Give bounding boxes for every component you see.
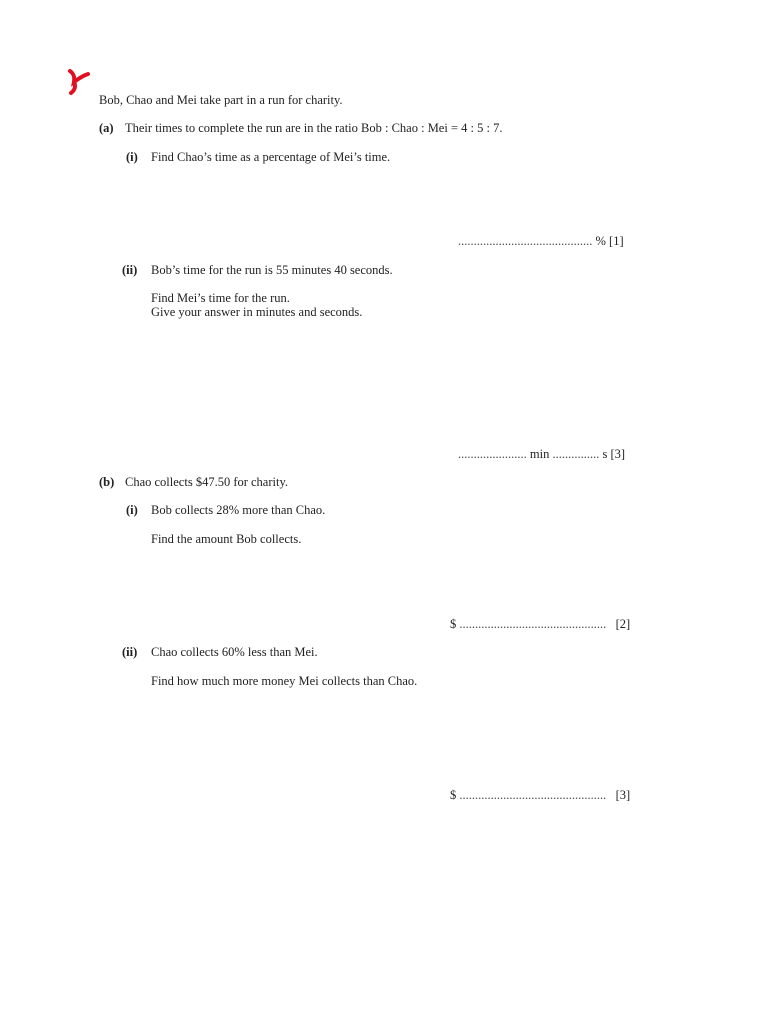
part-b-text: Chao collects $47.50 for charity. bbox=[125, 475, 289, 489]
answer-unit-s: s bbox=[602, 447, 608, 461]
part-a-ii-label: (ii) bbox=[122, 263, 138, 277]
part-a-ii-text2: Find Mei’s time for the run. bbox=[151, 291, 290, 305]
marks: [1] bbox=[609, 234, 624, 248]
dollar-sign: $ bbox=[450, 617, 457, 631]
part-a-text: Their times to complete the run are in the ratio Bob : Chao : Mei = 4 : 5 : 7. bbox=[125, 121, 503, 135]
answer-dots[interactable]: ............................................... bbox=[459, 788, 607, 802]
part-b-ii-text: Chao collects 60% less than Mei. bbox=[151, 645, 318, 659]
part-b-i-label: (i) bbox=[126, 503, 138, 517]
answer-dots[interactable]: ........................................... bbox=[458, 234, 593, 248]
answer-line-b-i[interactable] bbox=[450, 617, 630, 631]
answer-dots-seconds[interactable]: ............... bbox=[552, 447, 600, 461]
answer-line-a-ii[interactable] bbox=[458, 447, 625, 461]
part-b-i-text2: Find the amount Bob collects. bbox=[151, 532, 302, 546]
marks: [3] bbox=[615, 788, 631, 802]
answer-unit-min: min bbox=[529, 447, 550, 461]
dollar-sign: $ bbox=[450, 788, 457, 802]
answer-line-a-i[interactable] bbox=[458, 234, 624, 248]
part-a-ii-text: Bob’s time for the run is 55 minutes 40 seconds. bbox=[151, 263, 393, 277]
part-b-i-text: Bob collects 28% more than Chao. bbox=[151, 503, 326, 517]
part-b-ii-text2: Find how much more money Mei collects than Chao. bbox=[151, 674, 418, 688]
answer-line-b-ii[interactable] bbox=[450, 788, 630, 802]
marks: [3] bbox=[610, 447, 626, 461]
part-a-i-text: Find Chao’s time as a percentage of Mei’s time. bbox=[151, 150, 391, 164]
handwritten-question-number-annotation bbox=[66, 68, 96, 96]
question-intro: Bob, Chao and Mei take part in a run for charity. bbox=[99, 93, 343, 107]
part-b-label: (b) bbox=[99, 475, 115, 489]
part-b-ii-label: (ii) bbox=[122, 645, 138, 659]
answer-unit: % bbox=[595, 234, 606, 248]
answer-dots-minutes[interactable]: ...................... bbox=[458, 447, 527, 461]
part-a-i-label: (i) bbox=[126, 150, 138, 164]
part-a-ii-text3: Give your answer in minutes and seconds. bbox=[151, 305, 363, 319]
part-a-label: (a) bbox=[99, 121, 114, 135]
marks: [2] bbox=[615, 617, 631, 631]
answer-dots[interactable]: ............................................... bbox=[459, 617, 607, 631]
